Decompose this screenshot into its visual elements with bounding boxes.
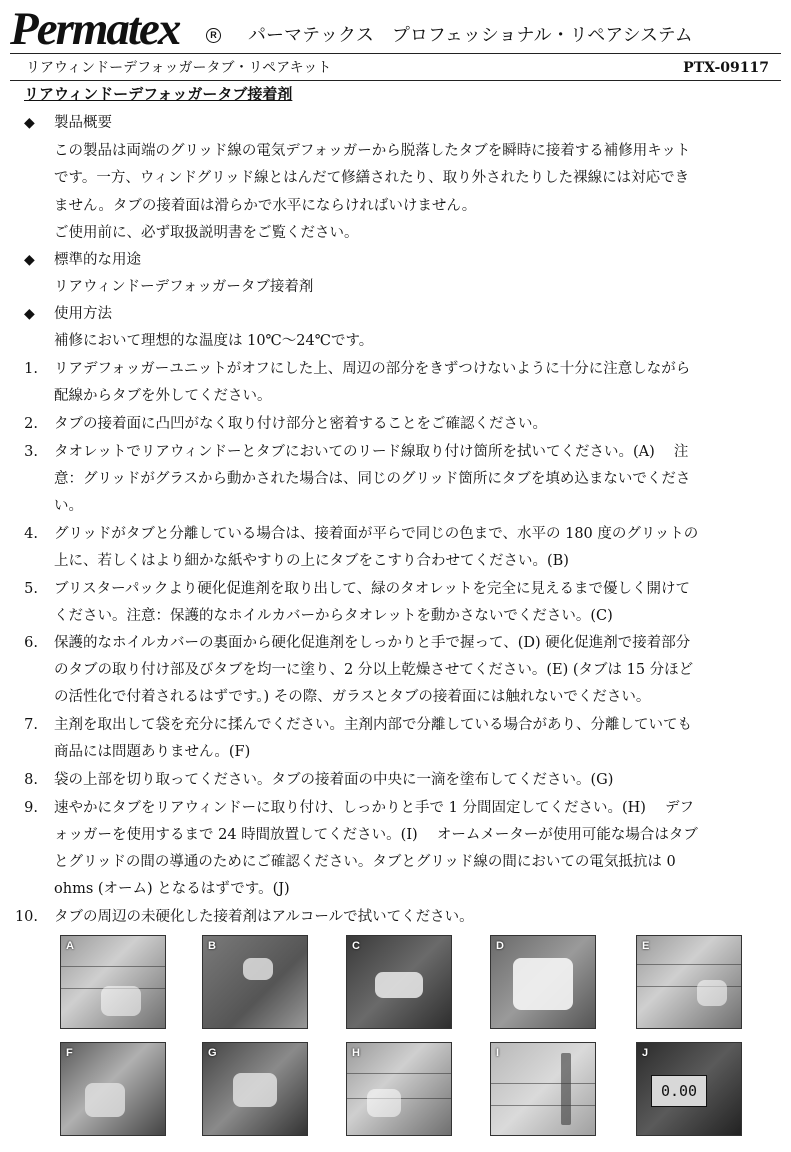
step-line: ください。注意：保護的なホイルカバーからタオレットを動かさないでください。(C) [54, 608, 613, 624]
step-photo-b [202, 935, 308, 1029]
step-photo-d [490, 935, 596, 1029]
step-number: 10. [14, 909, 38, 925]
photo-label: I [496, 1047, 500, 1059]
overview-line: ご使用前に、必ず取扱説明書をご覧ください。 [54, 225, 359, 241]
step-line: ォッガーを使用するまで 24 時間放置してください。(I) オームメーターが使用可能な場合はタブ [54, 827, 698, 843]
overview-heading: 製品概要 [54, 115, 112, 131]
usage-heading: 標準的な用途 [54, 252, 141, 268]
method-line: 補修において理想的な温度は 10℃～24℃です。 [54, 333, 374, 349]
step-number: 9. [24, 800, 38, 816]
header [10, 3, 781, 55]
ohm-meter-display: 0.00 [651, 1075, 707, 1107]
step-line: ohms (オーム) となるはずです。(J) [54, 881, 290, 897]
bullet-diamond-icon: ◆ [24, 306, 35, 322]
step-number: 5. [24, 581, 38, 597]
step-line: リアデフォッガーユニットがオフにした上、周辺の部分をきずつけないように十分に注意しながら [54, 361, 691, 377]
step-line: のタブの取り付け部及びタブを均一に塗り、2 分以上乾燥させてください。(E) (タブは 15 分ほど [54, 662, 694, 678]
step-photo-h [346, 1042, 452, 1136]
step-line: 配線からタブを外してください。 [54, 388, 272, 404]
step-line: 速やかにタブをリアウィンドーに取り付け、しっかりと手で 1 分間固定してください。(H) デフ [54, 800, 695, 816]
step-line: 主剤を取出して袋を充分に揉んでください。主剤内部で分離している場合があり、分離していても [54, 717, 692, 733]
step-photo-j [636, 1042, 742, 1136]
overview-line: です。一方、ウィンドグリッド線とはんだて修繕されたり、取り外されたりした裸線には対応でき [54, 170, 690, 186]
step-line: グリッドがタブと分離している場合は、接着面が平らで同じの色まで、水平の 180 度のグリットの [54, 526, 699, 542]
photo-label: J [642, 1047, 649, 1059]
method-heading: 使用方法 [54, 306, 112, 322]
bullet-diamond-icon: ◆ [24, 115, 35, 131]
bullet-diamond-icon: ◆ [24, 252, 35, 268]
step-number: 7. [24, 717, 38, 733]
doc-subtitle: リアウィンドーデフォッガータブ・リペアキット [26, 60, 332, 76]
photo-label: B [208, 940, 216, 952]
usage-line: リアウィンドーデフォッガータブ接着剤 [54, 279, 314, 295]
photo-label: A [66, 940, 74, 952]
step-line: 保護的なホイルカバーの裏面から硬化促進剤をしっかりと手で握って、(D) 硬化促進剤で接着部分 [54, 635, 691, 651]
overview-line: ません。タブの接着面は滑らかで水平にならければいけません。 [54, 198, 477, 214]
step-line: タオレットでリアウィンドーとタブにおいてのリード線取り付け箇所を拭いてください。(A) 注 [54, 444, 689, 460]
step-line: ブリスターパックより硬化促進剤を取り出して、緑のタオレットを完全に見えるまで優しく開けて [54, 581, 690, 597]
step-line: 商品には問題ありません。(F) [54, 744, 251, 760]
photo-label: E [642, 940, 650, 952]
step-number: 2. [24, 416, 38, 432]
product-code: PTX-09117 [683, 60, 769, 76]
step-photo-i [490, 1042, 596, 1136]
step-photo-e [636, 935, 742, 1029]
photo-label: C [352, 940, 360, 952]
step-line: とグリッドの間の導通のためにご確認ください。タブとグリッド線の間においての電気抵抗は 0 [54, 854, 676, 870]
step-line: タブの接着面に凸凹がなく取り付け部分と密着することをご確認ください。 [54, 416, 547, 432]
step-number: 6. [24, 635, 38, 651]
photo-label: F [66, 1047, 73, 1059]
header-tagline: パーマテックス プロフェッショナル・リペアシステム [248, 25, 693, 46]
step-number: 4. [24, 526, 38, 542]
step-photo-c [346, 935, 452, 1029]
step-photo-f [60, 1042, 166, 1136]
brand-logo: Permatex [10, 3, 180, 55]
photo-label: H [352, 1047, 360, 1059]
step-photo-a [60, 935, 166, 1029]
subtitle-rule [10, 80, 781, 81]
registered-mark: R [206, 28, 221, 43]
step-line: の活性化で付着されるはずです。) その際、ガラスとタブの接着面には触れないでください。 [54, 689, 651, 705]
step-line: い。 [54, 498, 83, 514]
header-rule [10, 53, 781, 54]
doc-title: リアウィンドーデフォッガータブ接着剤 [24, 85, 293, 103]
step-number: 3. [24, 444, 38, 460]
step-line: 上に、若しくはより細かな紙やすりの上にタブをこすり合わせてください。(B) [54, 553, 569, 569]
step-line: タブの周辺の未硬化した接着剤はアルコールで拭いてください。 [54, 909, 474, 925]
photo-label: D [496, 940, 504, 952]
step-photo-g [202, 1042, 308, 1136]
step-number: 8. [24, 772, 38, 788]
step-line: 袋の上部を切り取ってください。タブの接着面の中央に一滴を塗布してください。(G) [54, 772, 614, 788]
overview-line: この製品は両端のグリッド線の電気デフォッガーから脱落したタブを瞬時に接着する補修用キット [54, 143, 691, 159]
step-number: 1. [24, 361, 38, 377]
photo-label: G [208, 1047, 217, 1059]
step-line: 意：グリッドがグラスから動かされた場合は、同じのグリッド箇所にタブを填め込まないでくださ [54, 471, 691, 487]
